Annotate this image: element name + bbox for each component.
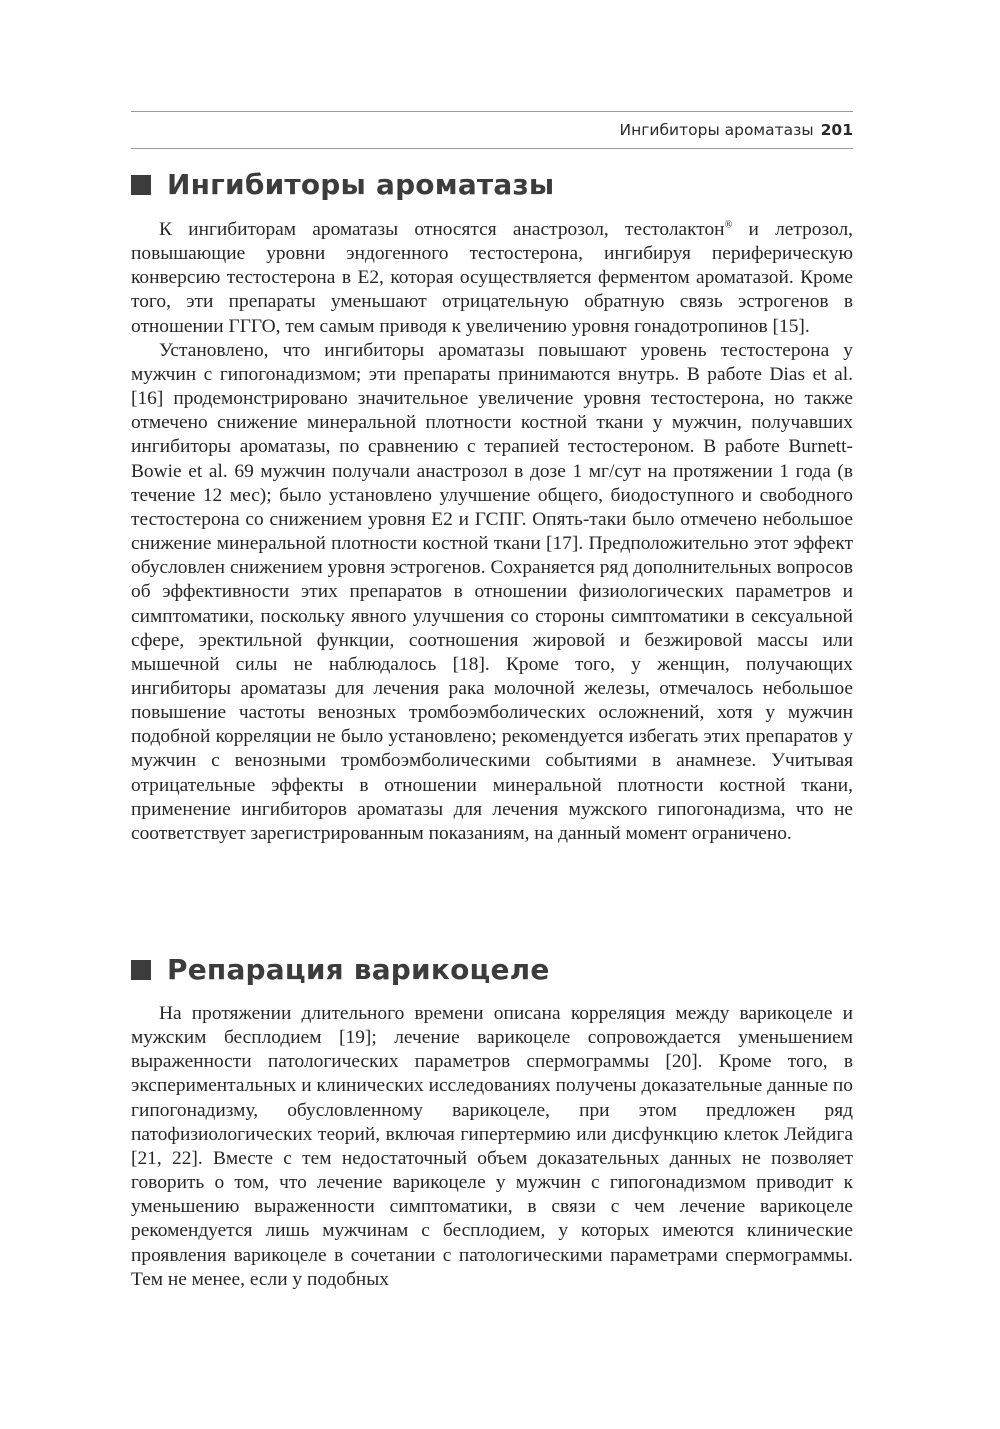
paragraph-text: К ингибиторам ароматазы относятся анастрозол, тестолактон [159,219,725,240]
page-number: 201 [820,121,853,139]
paragraph: На протяжении длительного времени описана корреляция между варикоцеле и мужским бесплодием [19]; лечение варикоцеле сопровождается уменьшением выраженности патологических параметров спермограммы [20]. Кроме того, в экспериментальных и клинических исследованиях получены доказательные данные по гипогонадизму, обусловленному варикоцеле, при этом предложен ряд патофизиологических теорий, включая гипертермию или дисфункцию клеток Лейдига [21, 22]. Вместе с тем недостаточный объем доказательных данных не позволяет говорить о том, что лечение варикоцеле у мужчин с гипогонадизмом приводит к уменьшению выраженности симптоматики, в связи с чем лечение варикоцеле рекомендуется лишь мужчинам с бесплодием, у которых имеются клинические проявления варикоцеле в сочетании с патологическими параметрами спермограммы. Тем не менее, если у подобных [131,1003,853,1290]
section-body-varicocele-repair [131,1002,853,1292]
heading-square-icon [131,960,151,980]
running-head [131,111,853,149]
paragraph-text: и летрозол, повышающие уровни эндогенного тестостерона, ингибируя периферическую конверсию тестостерона в Е2, которая осуществляется ферментом ароматазой. Кроме того, эти препараты уменьшают отрицательную обратную связь эстрогенов в отношении ГГГО, тем самым приводя к увеличению уровня гонадотропинов [15]. [131,219,853,337]
heading-square-icon [131,175,151,195]
paragraph: Установлено, что ингибиторы ароматазы повышают уровень тестостерона у мужчин с гипогонадизмом; эти препараты принимаются внутрь. В работе Dias et al. [16] продемонстрировано значительное увеличение уровня тестостерона, но также отмечено снижение минеральной плотности костной ткани у мужчин, получавших ингибиторы ароматазы, по сравнению с терапией тестостероном. В работе Burnett-Bowie et al. 69 мужчин получали анастрозол в дозе 1 мг/сут на протяжении 1 года (в течение 12 мес); было установлено улучшение общего, биодоступного и свободного тестостерона со снижением уровня Е2 и ГСПГ. Опять-таки было отмечено небольшое снижение минеральной плотности костной ткани [17]. Предположительно этот эффект обусловлен снижением уровня эстрогенов. Сохраняется ряд дополнительных вопросов об эффективности этих препаратов в отношении физиологических параметров и симптоматики, поскольку явного улучшения со стороны симптоматики в сексуальной сфере, эректильной функции, соотношения жировой и безжировой массы или мышечной силы не наблюдалось [18]. Кроме того, у женщин, получающих ингибиторы ароматазы для лечения рака молочной железы, отмечалось небольшое повышение частоты венозных тромбоэмболических осложнений, хотя у мужчин подобной корреляции не было установлено; рекомендуется избегать этих препаратов у мужчин с венозными тромбоэмболическими событиями в анамнезе. Учитывая отрицательные эффекты в отношении минеральной плотности костной ткани, применение ингибиторов ароматазы для лечения мужского гипогонадизма, что не соответствует зарегистрированным показаниям, на данный момент ограничено. [131,339,853,844]
section-heading-aromatase-inhibitors [131,168,554,201]
section-heading-varicocele-repair [131,953,550,986]
running-head-title: Ингибиторы ароматазы [619,121,814,139]
section-heading-text: Репарация варикоцеле [167,953,550,986]
section-body-aromatase-inhibitors [131,218,853,846]
paragraph [131,218,853,339]
section-heading-text: Ингибиторы ароматазы [167,168,555,201]
registered-trademark-icon: ® [724,219,733,231]
